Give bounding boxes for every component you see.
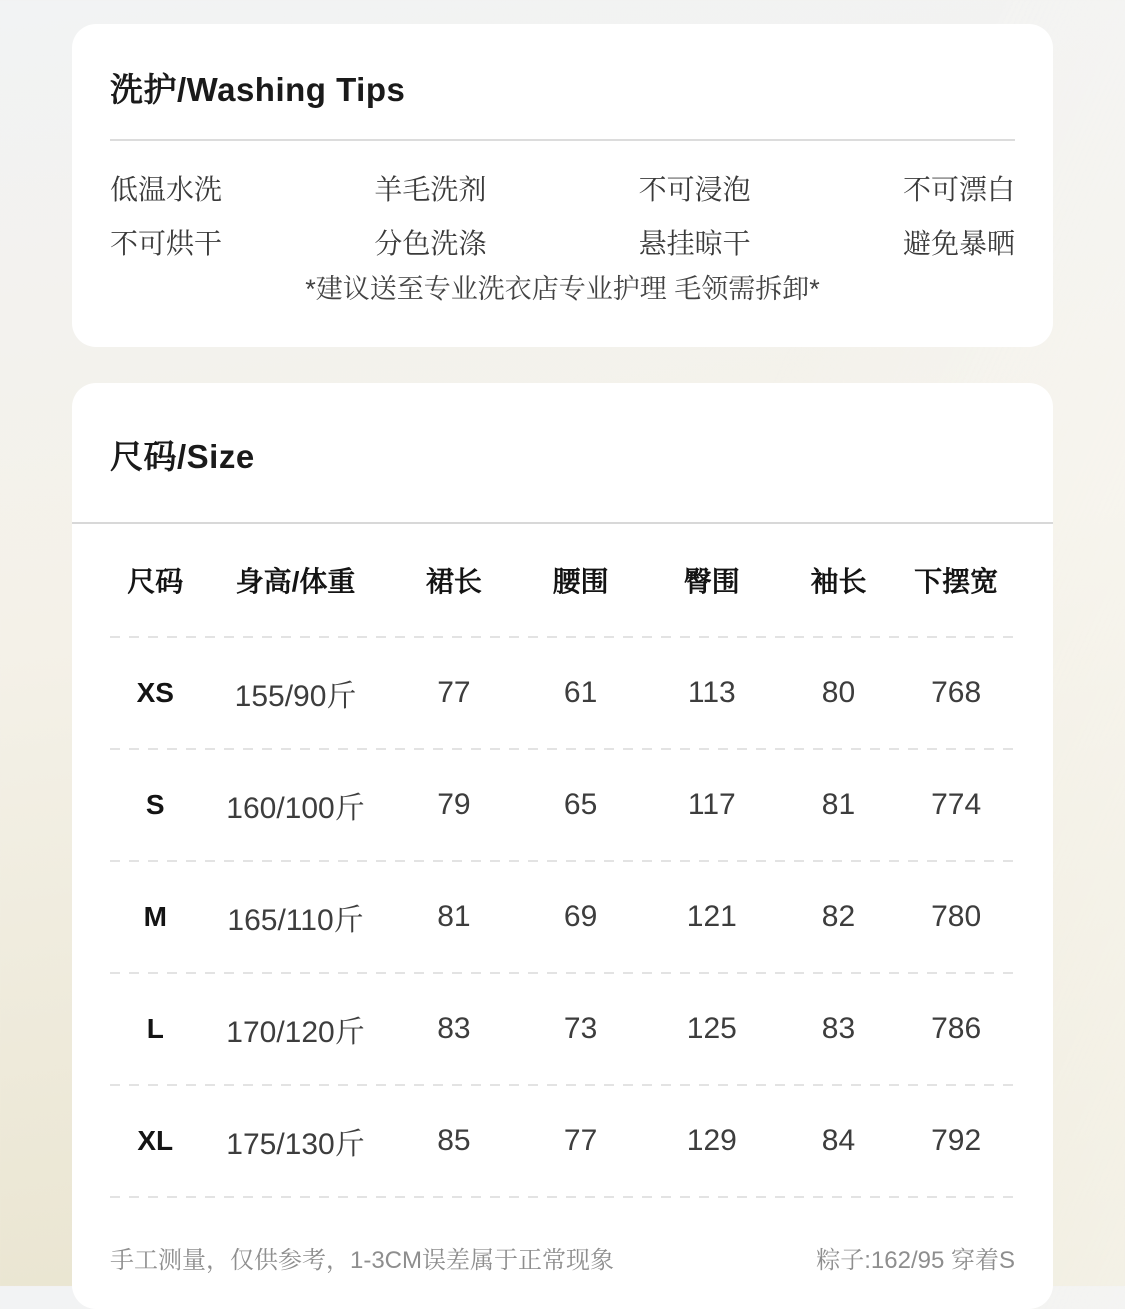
- size-cell: 170/120斤: [226, 1016, 365, 1049]
- washing-tips-row-1: [110, 171, 1015, 209]
- wash-tip: 避免暴晒: [902, 228, 1015, 259]
- size-table-row-s: [110, 750, 1015, 860]
- size-table-row-xl: [110, 1086, 1015, 1196]
- size-cell: 61: [563, 676, 598, 709]
- size-table-row-m: [110, 862, 1015, 972]
- size-table: [72, 524, 1053, 1198]
- size-cell: 117: [687, 788, 736, 821]
- size-cell: 160/100斤: [226, 792, 365, 825]
- size-cell: 77: [437, 676, 471, 709]
- size-cell: 175/130斤: [226, 1128, 365, 1161]
- size-cell: 83: [437, 1012, 471, 1045]
- size-cell: 81: [821, 788, 856, 821]
- size-cell: XS: [136, 677, 174, 708]
- wash-tip: 羊毛洗剂: [374, 174, 487, 205]
- size-table-footer: [72, 1198, 1053, 1309]
- column-header-waist: 腰围: [552, 566, 609, 597]
- size-table-row-xs: [110, 638, 1015, 748]
- model-reference: 粽子:162/95 穿着S: [816, 1247, 1015, 1274]
- washing-tips-row-2: [110, 225, 1015, 263]
- wash-tip: 不可浸泡: [638, 174, 751, 205]
- size-cell: 780: [931, 900, 982, 933]
- size-cell: 165/110斤: [227, 904, 364, 937]
- wash-tip: 不可烘干: [110, 228, 223, 259]
- washing-tips-title: 洗护/Washing Tips: [110, 71, 406, 108]
- wash-tip: 不可漂白: [902, 174, 1015, 205]
- size-cell: 79: [437, 788, 471, 821]
- size-cell: S: [145, 789, 165, 820]
- column-header-sleeve-length: 袖长: [810, 566, 867, 597]
- size-table-row-l: [110, 974, 1015, 1084]
- size-chart-title: 尺码/Size: [110, 438, 255, 475]
- measurement-disclaimer: 手工测量，仅供参考，1-3CM误差属于正常现象: [110, 1247, 615, 1274]
- size-cell: XL: [137, 1125, 174, 1156]
- size-cell: 85: [437, 1124, 471, 1157]
- size-cell: 121: [686, 900, 737, 933]
- size-cell: 65: [563, 788, 598, 821]
- size-cell: 768: [931, 676, 982, 709]
- column-header-skirt-length: 裙长: [425, 566, 482, 597]
- size-cell: L: [146, 1013, 164, 1044]
- size-cell: 81: [437, 900, 471, 933]
- wash-tip: 低温水洗: [110, 174, 223, 205]
- size-cell: 129: [686, 1124, 737, 1157]
- size-cell: 786: [931, 1012, 982, 1045]
- size-cell: 73: [563, 1012, 598, 1045]
- column-header-hem-width: 下摆宽: [914, 566, 999, 597]
- size-cell: 113: [687, 676, 736, 709]
- size-cell: 125: [686, 1012, 737, 1045]
- size-chart-card: [72, 383, 1053, 1309]
- size-cell: 80: [821, 676, 856, 709]
- size-cell: 82: [821, 900, 856, 933]
- column-header-size: 尺码: [127, 566, 184, 597]
- size-cell: 83: [821, 1012, 856, 1045]
- column-header-height-weight: 身高/体重: [235, 566, 356, 597]
- size-cell: M: [143, 901, 167, 932]
- washing-title-divider: [110, 139, 1015, 141]
- size-cell: 84: [821, 1124, 856, 1157]
- size-cell: 155/90斤: [234, 680, 357, 713]
- size-cell: 77: [563, 1124, 598, 1157]
- size-table-header-row: [110, 524, 1015, 636]
- column-header-hip: 臀围: [683, 566, 740, 597]
- size-cell: 774: [931, 788, 982, 821]
- washing-tips-card: [72, 24, 1053, 347]
- wash-tip: 分色洗涤: [374, 228, 487, 259]
- size-cell: 792: [931, 1124, 982, 1157]
- size-cell: 69: [563, 900, 598, 933]
- washing-care-note: *建议送至专业洗衣店专业护理 毛领需拆卸*: [305, 274, 820, 304]
- wash-tip: 悬挂晾干: [638, 228, 751, 259]
